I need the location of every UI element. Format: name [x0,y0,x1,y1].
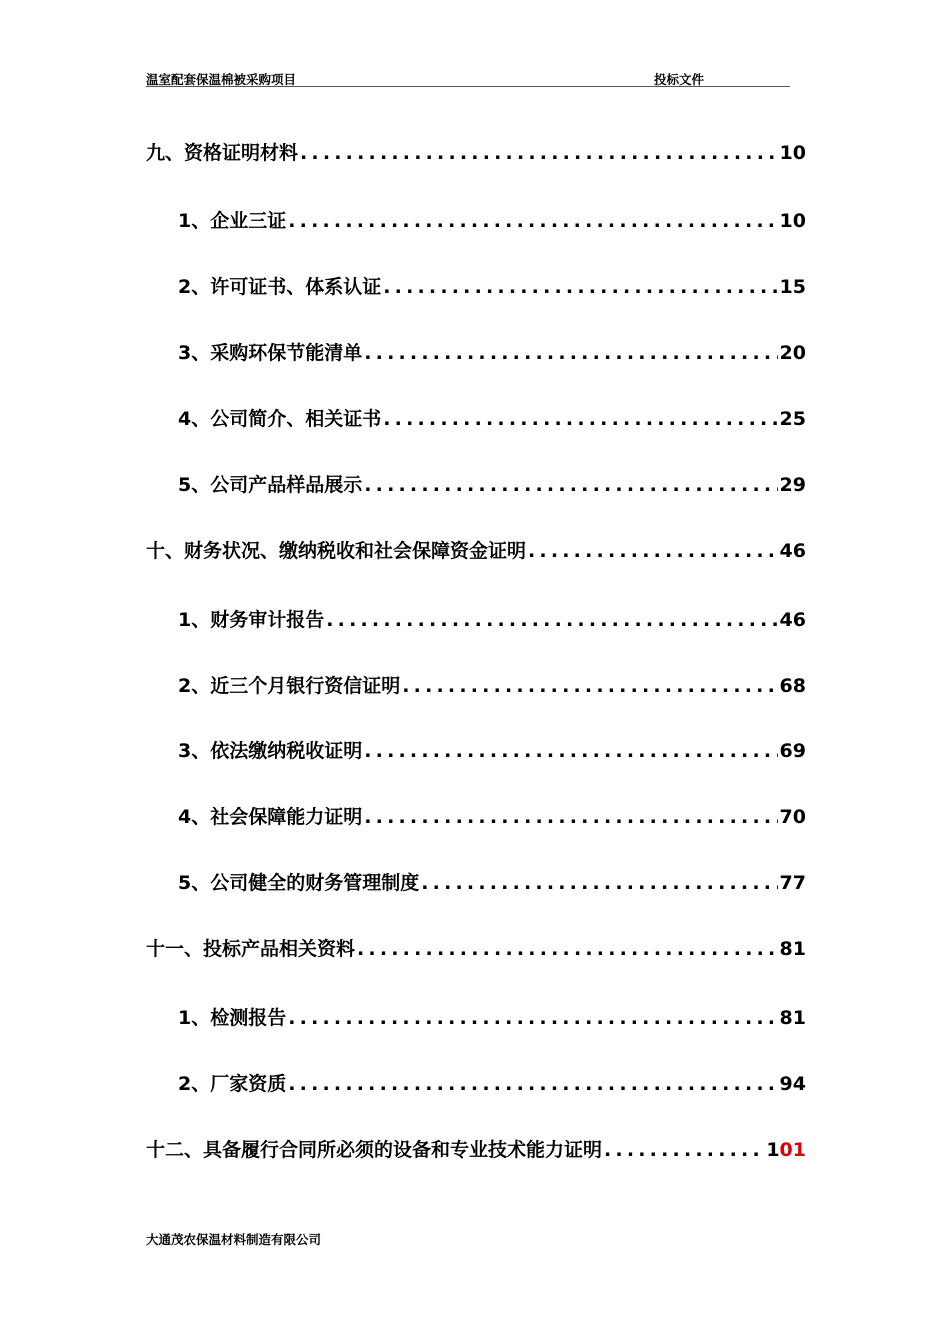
toc-entry-page: 10 [779,210,806,232]
toc-entry-subsection[interactable] [178,338,806,366]
toc-entry-label: 九、资格证明材料 [146,142,299,164]
toc-entry-label: 4、社会保障能力证明 [178,806,363,828]
toc-entry-subsection[interactable] [178,1003,806,1031]
page-header [146,70,790,87]
toc-entry-page: 20 [779,342,806,364]
toc-entry-page: 94 [779,1073,806,1095]
header-doc-type: 投标文件 [654,72,705,87]
toc-dot-leader [357,938,778,960]
toc-page-prefix: 1 [766,1139,780,1161]
toc-entry-label: 5、公司健全的财务管理制度 [178,872,420,894]
toc-entry-label: 十、财务状况、缴纳税收和社会保障资金证明 [146,540,527,562]
toc-entry-page: 81 [779,938,806,960]
toc-dot-leader [364,740,777,762]
toc-entry-label: 2、许可证书、体系认证 [178,276,382,298]
toc-entry-label: 十一、投标产品相关资料 [146,938,356,960]
toc-entry-page [766,1139,806,1161]
toc-dot-leader [288,210,777,232]
toc-dot-leader [421,872,777,894]
toc-dot-leader [364,474,777,496]
toc-entry-page: 81 [779,1007,806,1029]
page-footer-company: 大通茂农保温材料制造有限公司 [146,1232,322,1247]
toc-dot-leader [326,609,777,631]
toc-entry-subsection[interactable] [178,605,806,633]
toc-entry-section[interactable] [146,1135,806,1163]
toc-entry-label: 5、公司产品样品展示 [178,474,363,496]
toc-entry-label: 2、近三个月银行资信证明 [178,675,401,697]
toc-entry-subsection[interactable] [178,802,806,830]
toc-dot-leader [288,1007,777,1029]
toc-dot-leader [288,1073,777,1095]
toc-entry-page: 46 [779,540,806,562]
toc-entry-label: 1、财务审计报告 [178,609,325,631]
toc-entry-label: 4、公司简介、相关证书 [178,408,382,430]
toc-entry-label: 3、采购环保节能清单 [178,342,363,364]
toc-entry-page: 25 [779,408,806,430]
toc-dot-leader [402,675,777,697]
toc-entry-subsection[interactable] [178,206,806,234]
header-project-title: 温室配套保温棉被采购项目 [146,72,297,87]
toc-dot-leader [383,408,777,430]
toc-entry-page: 46 [779,609,806,631]
toc-entry-page: 70 [779,806,806,828]
toc-entry-subsection[interactable] [178,272,806,300]
toc-entry-label: 十二、具备履行合同所必须的设备和专业技术能力证明 [146,1139,603,1161]
toc-entry-label: 1、检测报告 [178,1007,287,1029]
toc-dot-leader [528,540,778,562]
toc-entry-section[interactable] [146,536,806,564]
toc-entry-page: 68 [779,675,806,697]
toc-dot-leader [383,276,777,298]
toc-dot-leader [364,342,777,364]
toc-page-highlight: 01 [779,1139,806,1161]
toc-dot-leader [300,142,778,164]
toc-dot-leader [364,806,777,828]
toc-entry-subsection[interactable] [178,470,806,498]
toc-entry-label: 1、企业三证 [178,210,287,232]
toc-entry-section[interactable] [146,934,806,962]
toc-entry-label: 3、依法缴纳税收证明 [178,740,363,762]
toc-entry-page: 15 [779,276,806,298]
toc-dot-leader [604,1139,764,1161]
toc-entry-page: 69 [779,740,806,762]
toc-entry-subsection[interactable] [178,868,806,896]
toc-entry-subsection[interactable] [178,1069,806,1097]
toc-entry-page: 10 [779,142,806,164]
toc-entry-subsection[interactable] [178,671,806,699]
toc-entry-page: 29 [779,474,806,496]
toc-entry-subsection[interactable] [178,736,806,764]
toc-entry-label: 2、厂家资质 [178,1073,287,1095]
toc-entry-page: 77 [779,872,806,894]
toc-entry-section[interactable] [146,138,806,166]
toc-entry-subsection[interactable] [178,404,806,432]
